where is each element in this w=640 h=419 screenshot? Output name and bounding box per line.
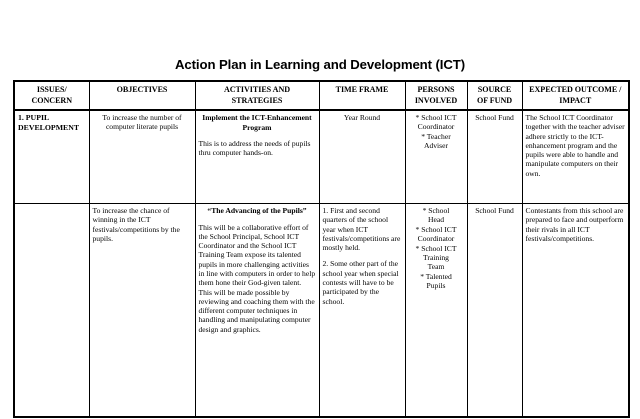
expected-outcome-text-row2: Contestants from this school are prepared to face and outperform their rivals in all ICT festivals/competitions.	[525, 206, 624, 243]
activities-title-row2: “The Advancing of the Pupils”	[207, 206, 307, 215]
cell-expected-outcome-row1	[522, 110, 629, 204]
cell-expected-outcome-row2	[522, 204, 629, 418]
persons-line: Adviser	[423, 141, 449, 151]
column-header-activities-line1: ACTIVITIES AND	[223, 85, 291, 94]
persons-line: * School ICT	[415, 243, 457, 253]
time-frame-text-row2-part1: 1. First and second quarters of the school year when ICT festivals/competitions are mostly held.	[322, 206, 401, 253]
table-body	[14, 110, 629, 417]
page-title: Action Plan in Learning and Development (ICT)	[174, 57, 466, 72]
cell-time-frame-row2	[319, 204, 405, 418]
cell-issues-concern-row2	[14, 204, 89, 418]
issue-label-line2: DEVELOPMENT	[18, 122, 80, 132]
column-header-persons-involved	[405, 81, 467, 110]
column-header-source-line2: OF FUND	[476, 95, 513, 105]
objectives-text-row2: To increase the chance of winning in the ICT festivals/competitions by the pupils.	[92, 206, 180, 243]
cell-issues-concern-row1	[14, 110, 89, 204]
persons-line: Training	[423, 253, 449, 263]
cell-source-of-fund-row2	[467, 204, 522, 418]
column-header-objectives	[89, 81, 195, 110]
cell-persons-involved-row1	[405, 110, 467, 204]
column-header-persons-line1: PERSONS	[417, 85, 455, 94]
persons-line: Coordinator	[417, 234, 455, 244]
column-header-activities-strategies	[195, 81, 319, 110]
action-plan-table	[13, 80, 630, 418]
column-header-persons-line2: INVOLVED	[414, 95, 458, 105]
activities-body-row1: This is to address the needs of pupils thru computer hands-on.	[198, 139, 311, 158]
persons-line: * School	[422, 206, 450, 215]
column-header-activities-line2: STRATEGIES	[231, 95, 283, 105]
column-header-issues-line1: ISSUES/	[36, 85, 67, 94]
cell-activities-row1	[195, 110, 319, 204]
time-frame-text-row2-part2: 2. Some other part of the school year when special contests will have to be participated by the school.	[322, 259, 399, 306]
cell-time-frame-row1	[319, 110, 405, 204]
source-of-fund-text-row2: School Fund	[475, 206, 514, 215]
cell-activities-row2	[195, 204, 319, 418]
column-header-source-of-fund	[467, 81, 522, 110]
column-header-outcome-line2: IMPACT	[559, 95, 592, 105]
cell-persons-involved-row2	[405, 204, 467, 418]
persons-line: * School ICT	[415, 113, 457, 122]
persons-line: Coordinator	[417, 122, 455, 132]
activities-body-row2-part2: This will be made possible by reviewing and coaching them with the different computer techniques in handling and manipulating computer design and graphics.	[198, 287, 315, 334]
source-of-fund-text-row1: School Fund	[475, 113, 514, 122]
action-plan-table-container	[13, 80, 628, 418]
column-header-objectives-line1: OBJECTIVES	[116, 85, 168, 94]
table-row	[14, 110, 629, 204]
column-header-timeframe-line1: TIME FRAME	[335, 85, 389, 94]
cell-objectives-row2	[89, 204, 195, 418]
activities-title-row1: Implement the ICT-Enhancement Program	[202, 113, 312, 132]
activities-body-row2-part1: This will be a collaborative effort of the School Principal, School ICT Coordinator and the School ICT Training Team expose its talented pupils in more challenging activities in line with computers in order to help them hone their God-given talent.	[198, 222, 316, 288]
time-frame-text-row1: Year Round	[343, 113, 381, 122]
column-header-issues-concern	[14, 81, 89, 110]
column-header-source-line1: SOURCE	[477, 85, 512, 94]
column-header-time-frame	[319, 81, 405, 110]
table-header-row	[14, 81, 629, 110]
column-header-outcome-line1: EXPECTED OUTCOME /	[529, 85, 622, 94]
issue-label-line1: 1. PUPIL	[18, 113, 50, 122]
expected-outcome-text-row1: The School ICT Coordinator together with the teacher adviser adhere strictly to the ICT-enhancement program and the pupils were able to handle and manipulate computers on their own.	[525, 113, 625, 178]
persons-line: Team	[427, 262, 445, 272]
table-header	[14, 81, 629, 110]
column-header-issues-line2: CONCERN	[31, 95, 73, 105]
persons-line: Pupils	[426, 281, 446, 291]
persons-line: * Teacher	[421, 131, 451, 141]
table-row	[14, 204, 629, 418]
column-header-expected-outcome-impact	[522, 81, 629, 110]
persons-line: * School ICT	[415, 224, 457, 234]
cell-objectives-row1	[89, 110, 195, 204]
cell-source-of-fund-row1	[467, 110, 522, 204]
persons-line: * Talented	[420, 271, 452, 281]
persons-line: Head	[427, 215, 445, 225]
objectives-text-row1: To increase the number of computer literate pupils	[102, 113, 182, 132]
